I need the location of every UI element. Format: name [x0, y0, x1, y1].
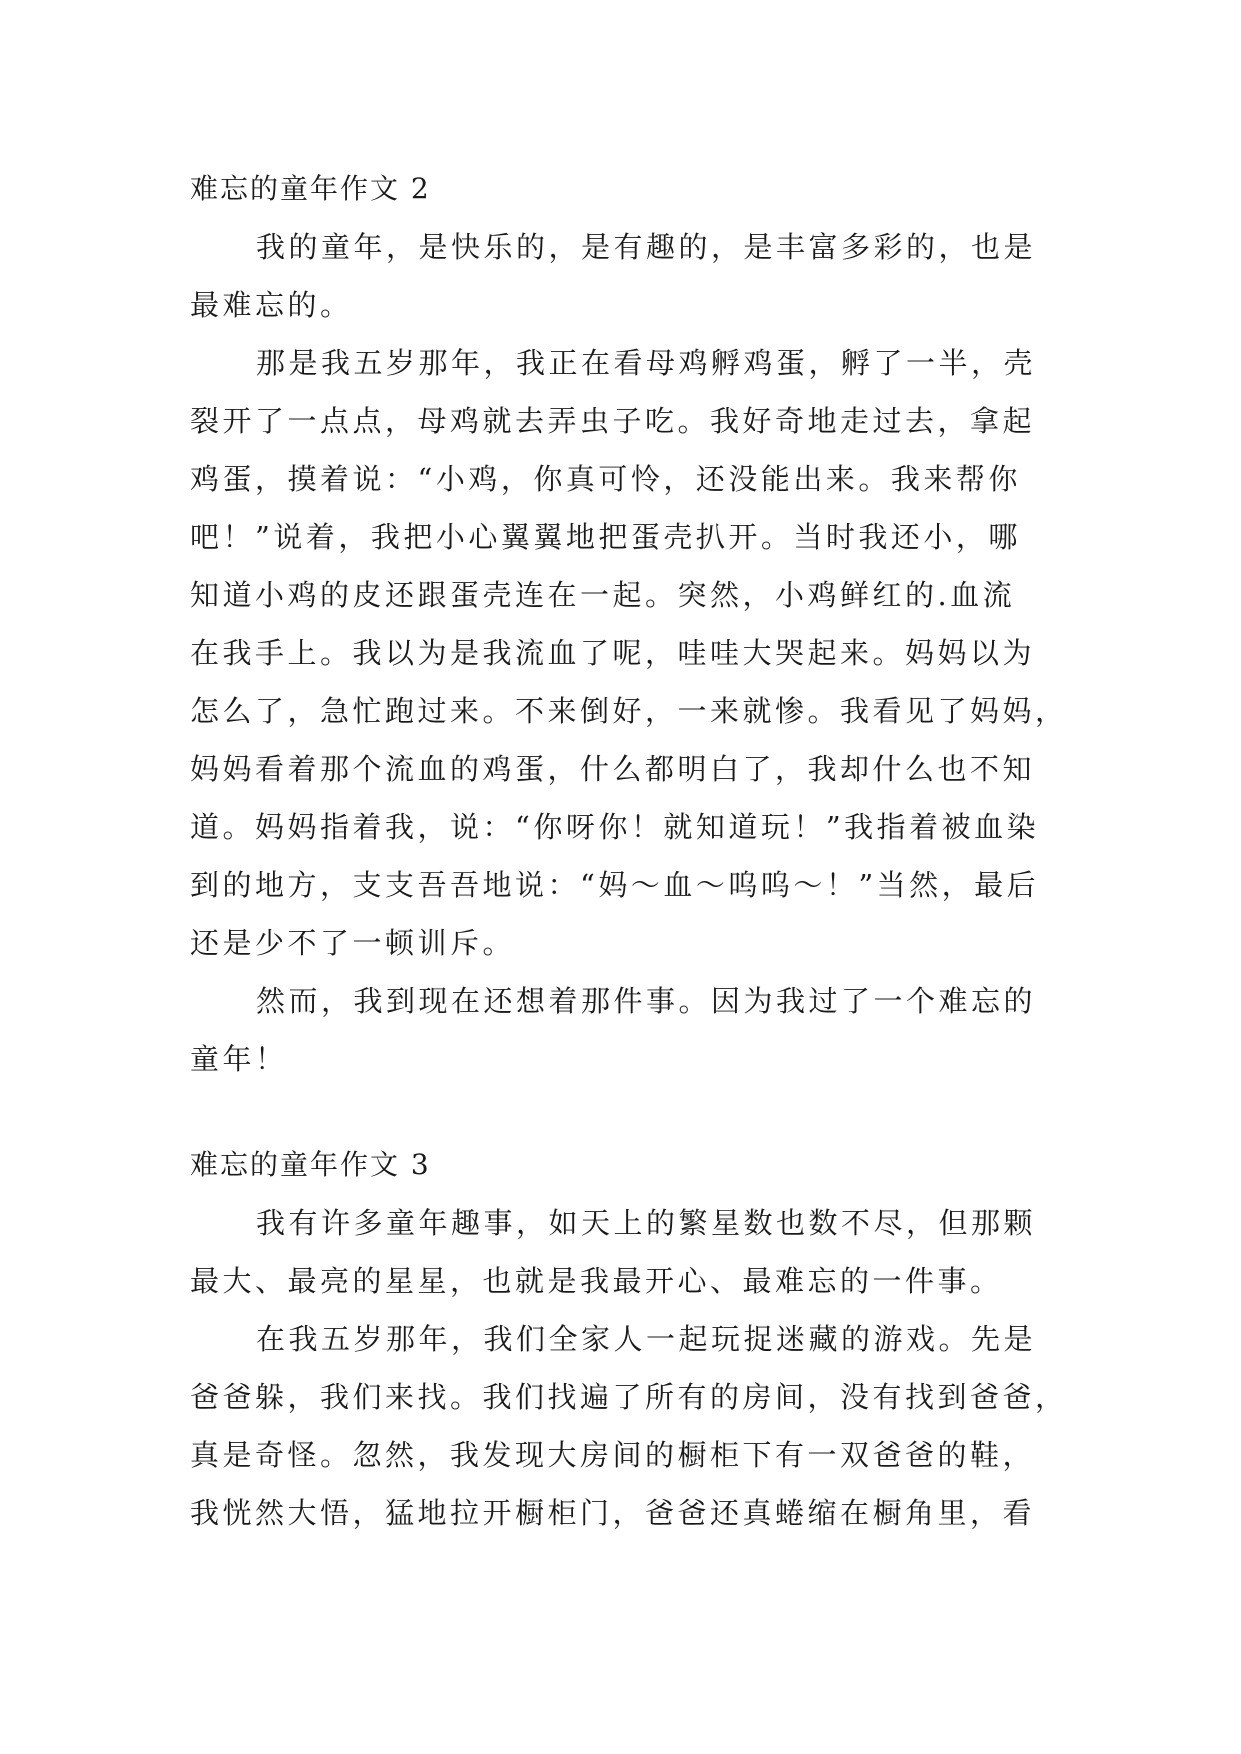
- essay-section: [190, 1136, 1068, 1542]
- text-line: 吧！”说着，我把小心翼翼地把蛋壳扒开。当时我还小，哪: [190, 520, 1021, 554]
- text-line: 还是少不了一顿训斥。: [190, 926, 516, 960]
- text-line: 童年！: [190, 1042, 288, 1076]
- text-line: 在我五岁那年，我们全家人一起玩捉迷藏的游戏。先是: [256, 1322, 1037, 1356]
- text-line: 到的地方，支支吾吾地说：“妈～血～呜呜～！”当然，最后: [190, 868, 1040, 902]
- essay-section: [190, 160, 1068, 1088]
- text-line: 鸡蛋，摸着说：“小鸡，你真可怜，还没能出来。我来帮你: [190, 462, 1021, 496]
- text-line: 在我手上。我以为是我流血了呢，哇哇大哭起来。妈妈以为: [190, 636, 1036, 670]
- text-line: 怎么了，急忙跑过来。不来倒好，一来就惨。我看见了妈妈，: [190, 694, 1068, 728]
- text-line: 我有许多童年趣事，如天上的繁星数也数不尽，但那颗: [256, 1206, 1037, 1240]
- essay-title: 难忘的童年作文 2: [190, 172, 431, 205]
- text-line: 最难忘的。: [190, 288, 353, 322]
- document-page: [190, 160, 1068, 1542]
- text-line: 那是我五岁那年，我正在看母鸡孵鸡蛋，孵了一半，壳: [256, 346, 1037, 380]
- text-line: 裂开了一点点，母鸡就去弄虫子吃。我好奇地走过去，拿起: [190, 404, 1036, 438]
- text-line: 我的童年，是快乐的，是有趣的，是丰富多彩的，也是: [256, 230, 1037, 264]
- text-line: 我恍然大悟，猛地拉开橱柜门，爸爸还真蜷缩在橱角里，看: [190, 1496, 1036, 1530]
- text-line: 妈妈看着那个流血的鸡蛋，什么都明白了，我却什么也不知: [190, 752, 1036, 786]
- text-line: 真是奇怪。忽然，我发现大房间的橱柜下有一双爸爸的鞋，: [190, 1438, 1036, 1472]
- text-line: 最大、最亮的星星，也就是我最开心、最难忘的一件事。: [190, 1264, 1003, 1298]
- text-line: 道。妈妈指着我，说：“你呀你！就知道玩！”我指着被血染: [190, 810, 1040, 844]
- text-line: 知道小鸡的皮还跟蛋壳连在一起。突然，小鸡鲜红的.血流: [190, 578, 1016, 612]
- text-line: 爸爸躲，我们来找。我们找遍了所有的房间，没有找到爸爸，: [190, 1380, 1068, 1414]
- text-line: 然而，我到现在还想着那件事。因为我过了一个难忘的: [256, 984, 1037, 1018]
- essay-title: 难忘的童年作文 3: [190, 1148, 431, 1181]
